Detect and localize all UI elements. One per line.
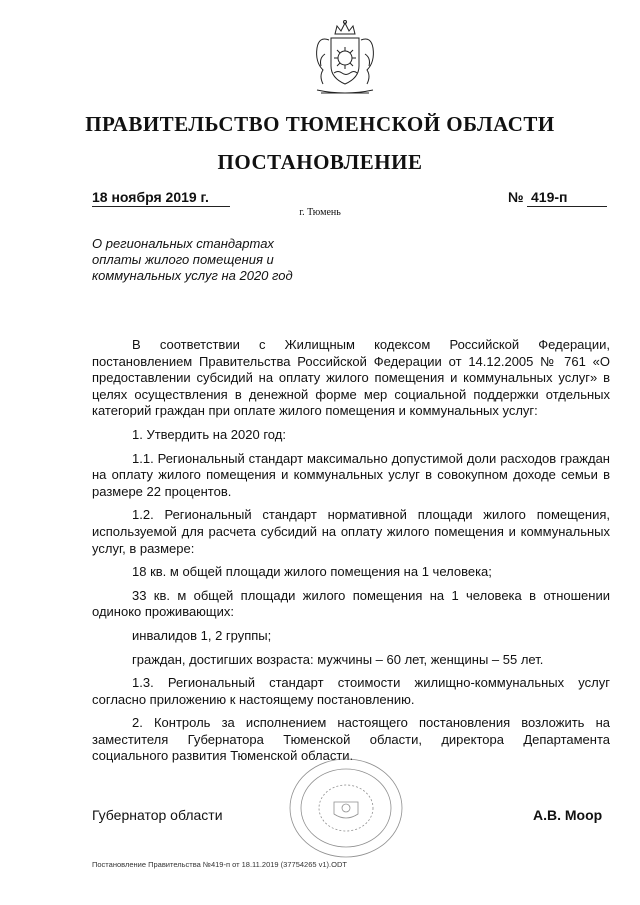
document-date: 18 ноября 2019 г. bbox=[92, 189, 230, 207]
body-paragraph: 2. Контроль за исполнением настоящего постановления возложить на заместителя Губернатора Тюменской области, директора Департамента социального развития Тюменской области. bbox=[92, 715, 610, 764]
subject-line: О региональных стандартах bbox=[92, 236, 274, 251]
body-paragraph: 1.1. Региональный стандарт максимально допустимой доли расходов граждан на оплату жилого помещения и коммунальных услуг в совокупном доходе семьи в размере 22 процентов. bbox=[92, 450, 610, 499]
official-seal-stamp-icon bbox=[286, 756, 406, 860]
number-label: № bbox=[508, 189, 524, 205]
document-type: ПОСТАНОВЛЕНИЕ bbox=[217, 150, 423, 174]
document-subject bbox=[92, 236, 332, 284]
subject-line: оплаты жилого помещения и bbox=[92, 252, 274, 267]
coat-of-arms-icon bbox=[305, 18, 385, 100]
city-label: г. Тюмень bbox=[299, 207, 341, 218]
signatory-name: А.В. Моор bbox=[533, 807, 603, 823]
body-paragraph: инвалидов 1, 2 группы; bbox=[132, 627, 272, 643]
body-paragraph: В соответствии с Жилищным кодексом Российской Федерации, постановлением Правительства Российской Федерации от 14.12.2005 № 761 «О предоставлении субсидий на оплату жилого помещения и коммунальных услуг» в целях осуществления в денежной форме мер социальной поддержки отдельных категорий граждан при оплате жилого помещения и коммунальных услуг: bbox=[92, 337, 610, 419]
document-number: 419-п bbox=[527, 189, 607, 207]
body-paragraph: граждан, достигших возраста: мужчины – 60 лет, женщины – 55 лет. bbox=[132, 651, 544, 667]
subject-line: коммунальных услуг на 2020 год bbox=[92, 268, 293, 283]
body-paragraph: 33 кв. м общей площади жилого помещения на 1 человека в отношении одиноко проживающих: bbox=[92, 587, 610, 620]
signatory-title: Губернатор области bbox=[92, 807, 223, 823]
footer-file-reference: Постановление Правительства №419-п от 18.11.2019 (37754265 v1).ODT bbox=[92, 860, 347, 869]
body-paragraph: 1. Утвердить на 2020 год: bbox=[132, 426, 286, 442]
document-body bbox=[92, 337, 610, 772]
body-paragraph: 1.3. Региональный стандарт стоимости жилищно-коммунальных услуг согласно приложению к настоящему постановлению. bbox=[92, 675, 610, 707]
body-paragraph: 1.2. Региональный стандарт нормативной площади жилого помещения, используемой для расчета субсидий на оплату жилого помещения и коммунальных услуг, в размере: bbox=[92, 507, 610, 556]
organization-title: ПРАВИТЕЛЬСТВО ТЮМЕНСКОЙ ОБЛАСТИ bbox=[85, 112, 555, 136]
body-paragraph: 18 кв. м общей площади жилого помещения на 1 человека; bbox=[132, 564, 492, 580]
